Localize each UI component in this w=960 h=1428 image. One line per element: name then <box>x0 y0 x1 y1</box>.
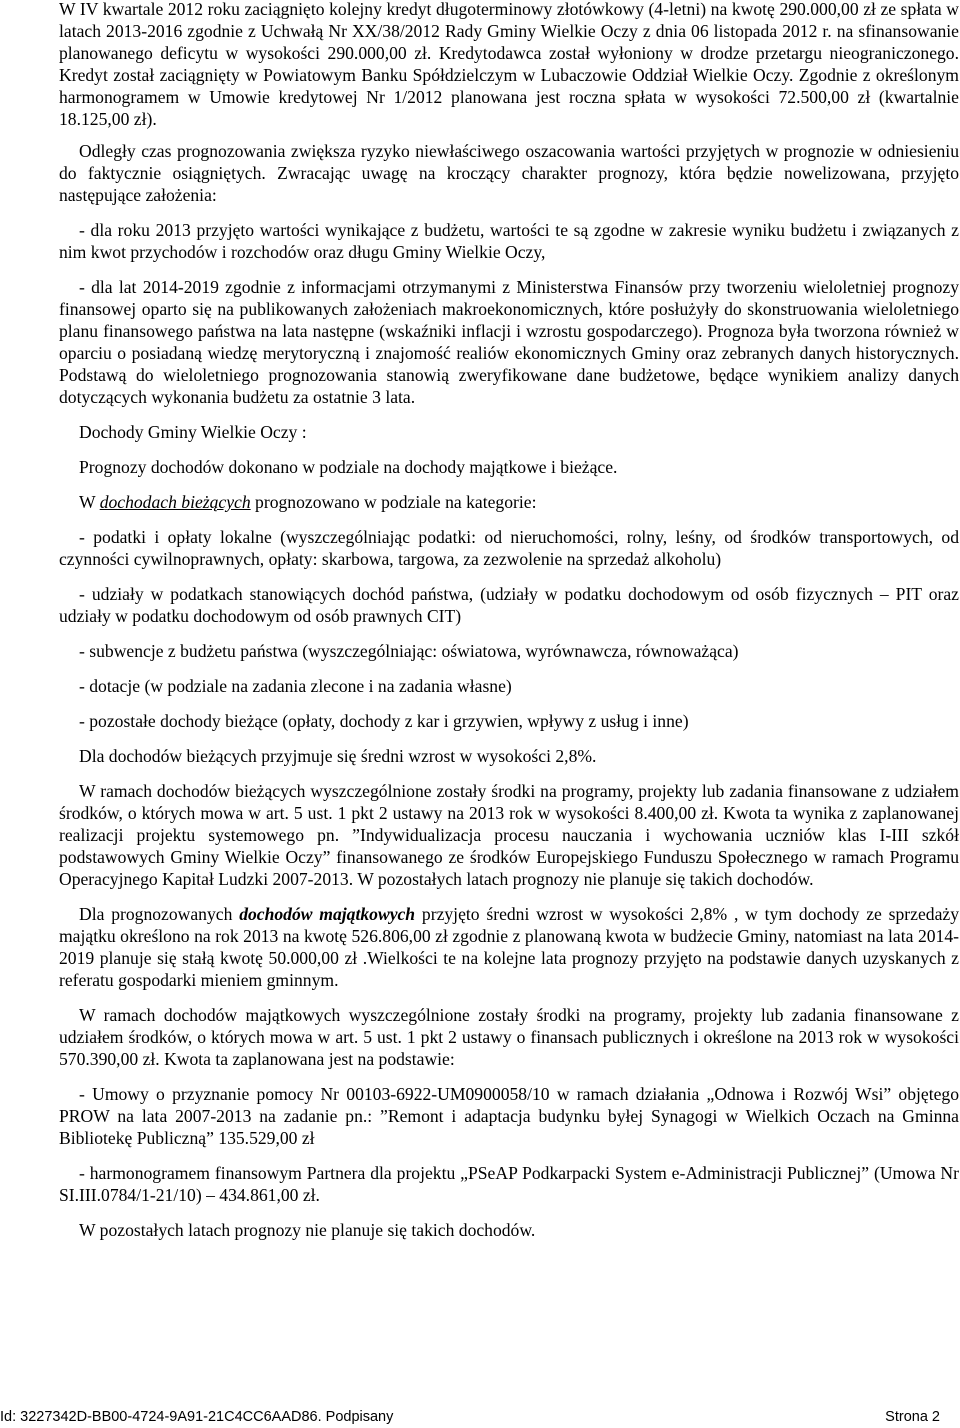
list-item-pseap-project: - harmonogramem finansowym Partnera dla projektu „PSeAP Podkarpacki System e-Administracji Publicznej” (Umowa Nr SI.III.0784/1-21/10) – 434.861,00 zł. <box>59 1163 959 1205</box>
list-item-tax-shares: - udziały w podatkach stanowiących dochód państwa, (udziały w podatku dochodowym od osób fizycznych – PIT oraz udziały w podatku dochodowym od osób prawnych CIT) <box>59 584 959 626</box>
document-body <box>59 0 959 1241</box>
paragraph-revenue-split: Prognozy dochodów dokonano w podziale na dochody majątkowe i bieżące. <box>79 457 618 477</box>
current-revenues-prefix: W <box>79 492 100 512</box>
list-item-other-revenues: - pozostałe dochody bieżące (opłaty, dochody z kar i grzywien, wpływy z usług i inne) <box>79 711 689 731</box>
footer-document-id: Id: 3227342D-BB00-4724-9A91-21C4CC6AAD86. Podpisany <box>0 1409 394 1425</box>
paragraph-no-future-revenues: W pozostałych latach prognozy nie planuje się takich dochodów. <box>79 1220 536 1240</box>
paragraph-forecast-risk: Odległy czas prognozowania zwiększa ryzyko niewłaściwego oszacowania wartości przyjętych w prognozie w odniesieniu do faktycznie osiągniętych. Zwracając uwagę na kroczący charakter prognozy, która będzie nowelizowana, przyjęto następujące założenia: <box>59 141 959 205</box>
list-item-subsidies: - subwencje z budżetu państwa (wyszczególniając: oświatowa, wyrównawcza, równoważąca) <box>79 641 739 661</box>
paragraph-capital-revenues <box>59 903 959 991</box>
capital-revenues-suffix: przyjęto średni wzrost w wysokości 2,8% , w tym dochody ze sprzedaży majątku określono na rok 2013 na kwotę 526.806,00 zł zgodnie z planowaną kwota w budżecie Gminy, natomiast na lata 2014-2019 planuje się stałą kwotę 50.000,00 zł .Wielkości te na kolejne lata prognozy przyjęto na podstawie danych uzyskanych z referatu gospodarki mieniem gminnym. <box>59 904 959 990</box>
paragraph-current-growth: Dla dochodów bieżących przyjmuje się średni wzrost w wysokości 2,8%. <box>79 746 597 766</box>
paragraph-current-revenues-intro <box>59 491 959 513</box>
capital-revenues-prefix: Dla prognozowanych <box>79 904 240 924</box>
section-heading-revenues <box>59 421 959 443</box>
current-revenues-emphasis: dochodach bieżących <box>99 492 251 512</box>
paragraph-assumption-2014-2019: - dla lat 2014-2019 zgodnie z informacjami otrzymanymi z Ministerstwa Finansów przy tworzeniu wieloletniej prognozy finansowej oparto się na publikowanych założeniach makroekonomicznych, które posłużyły do skonstruowania wieloletniego planu finansowego państwa na lata następne (wskaźniki inflacji i wzrostu gospodarczego). Prognoza była tworzona również w oparciu o posiadaną wiedzę merytoryczną i znajomość realiów ekonomicznych Gminy oraz zebranych danych historycznych. Podstawą do wieloletniego prognozowania stanowią zweryfikowane dane budżetowe, będące wynikiem analizy danych dotyczących wykonania budżetu za ostatnie 3 lata. <box>59 277 959 407</box>
capital-revenues-emphasis: dochodów majątkowych <box>239 904 416 924</box>
paragraph-current-eu-funds: W ramach dochodów bieżących wyszczególnione zostały środki na programy, projekty lub zadania finansowane z udziałem środków, o których mowa w art. 5 ust. 1 pkt 2 ustawy na 2013 rok w wysokości 8.400,00 zł. Kwota ta wynika z zaplanowanej realizacji projektu systemowego pn. ”Indywidualizacja procesu nauczania i wychowania uczniów klas I-III szkół podstawowych Gminy Wielkie Oczy” finansowanego ze środków Europejskiego Funduszu Społecznego w ramach Programu Operacyjnego Kapitał Ludzki 2007-2013. W pozostałych latach prognozy nie planuje się takich dochodów. <box>59 781 959 889</box>
footer-page-number: Strona 2 <box>885 1409 940 1425</box>
section-heading-revenues-suffix: : <box>297 422 307 442</box>
paragraph-loan-2012: W IV kwartale 2012 roku zaciągnięto kolejny kredyt długoterminowy złotówkowy (4-letni) na kwotę 290.000,00 zł ze spłata w latach 2013-2016 zgodnie z Uchwałą Nr XX/38/2012 Rady Gminy Wielkie Oczy z dnia 06 listopada 2012 r. na sfinansowanie planowanego deficytu w wysokości 290.000,00 zł. Kredytodawca został wyłoniony w drodze przetargu nieograniczonego. Kredyt został zaciągnięty w Powiatowym Banku Spółdzielczym w Lubaczowie Oddział Wielkie Oczy. Zgodnie z określonym harmonogramem w Umowie kredytowej Nr 1/2012 planowana jest roczna spłata w wysokości 72.500,00 zł (kwartalnie 18.125,00 zł). <box>59 0 959 129</box>
list-item-local-taxes: - podatki i opłaty lokalne (wyszczególniając podatki: od nieruchomości, rolny, leśny, od środków transportowych, od czynności cywilnoprawnych, opłaty: skarbowa, targowa, za zezwolenie na sprzedaż alkoholu) <box>59 527 959 569</box>
paragraph-capital-eu-funds: W ramach dochodów majątkowych wyszczególnione zostały środki na programy, projekty lub zadania finansowane z udziałem środków, o których mowa w art. 5 ust. 1 pkt 2 ustawy o finansach publicznych i określone na 2013 rok w wysokości 570.390,00 zł. Kwota ta zaplanowana jest na podstawie: <box>59 1005 959 1069</box>
list-item-grants: - dotacje (w podziale na zadania zlecone i na zadania własne) <box>79 676 512 696</box>
current-revenues-suffix: prognozowano w podziale na kategorie: <box>250 492 537 512</box>
section-heading-revenues-text: Dochody Gminy Wielkie Oczy <box>79 422 298 442</box>
paragraph-assumption-2013: - dla roku 2013 przyjęto wartości wynikające z budżetu, wartości te są zgodne w zakresie wyniku budżetu i związanych z nim kwot przychodów i rozchodów oraz długu Gminy Wielkie Oczy, <box>59 220 959 262</box>
list-item-prow-agreement: - Umowy o przyznanie pomocy Nr 00103-6922-UM0900058/10 w ramach działania „Odnowa i Rozwój Wsi” objętego PROW na lata 2007-2013 na zadanie pn.: ”Remont i adaptacja budynku byłej Synagogi w Wielkich Oczach na Gminna Bibliotekę Publiczną” 135.529,00 zł <box>59 1084 959 1148</box>
